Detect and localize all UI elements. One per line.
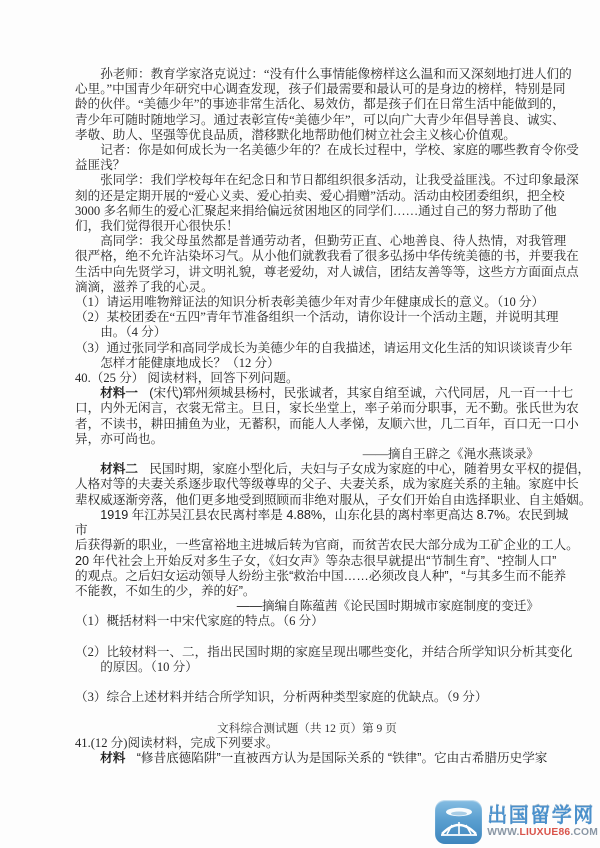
material-1-label: 材料一: [100, 386, 138, 401]
q40-material-1-source: ——摘自王辟之《渑水燕谈录》: [362, 447, 539, 462]
spacer: [75, 630, 539, 645]
q40-material-2-line: 市: [75, 523, 88, 538]
q40-subquestion-3: （3）综合上述材料并结合所学知识，分析两种类型家庭的优缺点。（9 分）: [75, 690, 488, 705]
q40-subquestion-2-cont: 的原因。（10 分）: [100, 659, 198, 674]
q40-heading: 40.（25 分） 阅读材料，回答下列问题。: [75, 371, 299, 386]
q39-subquestion-3: （3）通过张同学和高同学成长为美德少年的自我描述，请运用文化生活的知识谈谈青少年: [75, 340, 573, 355]
q39-dialogue-line: 张同学：我们学校每年在纪念日和节日都组织很多活动，让我受益匪浅。不过印象最深: [100, 173, 579, 188]
liuxue86-text: [487, 806, 598, 838]
material-label: 材料: [100, 751, 126, 766]
page-footer: 文科综合测试题（共 12 页）第 9 页: [217, 721, 397, 735]
material-2-text: 民国时期，家庭小型化后，夫妇与子女成为家庭的中心，随着男女平权的提倡，: [149, 462, 591, 477]
q40-material-2-line: 人格对等的夫妻关系逐步取代等级尊卑的父子、夫妻关系，成为家庭关系的主轴。家庭中长: [75, 477, 579, 492]
q41-material-line: [75, 751, 548, 766]
q40-material-1-line: 异，亦可尚也。: [75, 431, 164, 446]
q39-dialogue-line: 龄的伙伴。“美德少年”的事迹非常生活化、易效仿，都是孩子们在日常生活中能做到的，: [75, 97, 565, 112]
liuxue86-logo-icon: [435, 800, 482, 844]
q40-subquestion-1: （1）概括材料一中宋代家庭的特点。（6 分）: [75, 614, 324, 629]
q39-dialogue-line: 孙老师：教育学家洛克说过：“没有什么事情能像榜样这么温和而又深刻地打进人们的: [100, 67, 572, 81]
q39-dialogue-line: 高同学：我父母虽然都是普通劳动者，但勤劳正直、心地善良、待人热情，对我管理: [100, 234, 567, 249]
q41-heading: 41.(12 分)阅读材料，完成下列要求。: [75, 735, 279, 750]
q39-subquestion-1: （1）请运用唯物辩证法的知识分析表彰美德少年对青少年健康成长的意义。（10 分）: [75, 295, 545, 310]
material-text: “修昔底德陷阱”一直被西方认为是国际关系的 “铁律”。它由古希腊历史学家: [136, 751, 548, 766]
q40-material-2-line: 的观点。之后妇女运动领导人纷纷主张“救治中国……必须改良人种”，“与其多生而不能养: [75, 568, 567, 583]
q39-subquestion-2: （2）某校团委在“五四”青年节准备组织一个活动，请你设计一个活动主题，并说明其理: [75, 310, 559, 325]
q40-material-1-line: 者，不读书，耕田捕鱼为业，无蓄积，而能人人孝悌，友顺六世，几二百年，百口无一口小: [75, 416, 579, 431]
url-www: WWW.: [487, 826, 520, 838]
q39-dialogue-line: 心里。”中国青少年研究中心调查发现，孩子们最需要和最认可的是身边的榜样，特别是同: [75, 82, 566, 97]
q40-material-1-line: [75, 386, 574, 401]
q40-material-2-line: 后获得新的职业，一些富裕地主进城后转为官商，而贫苦农民大部分成为工矿企业的工人。: [75, 538, 579, 553]
liuxue86-watermark: [435, 800, 598, 844]
site-url: [487, 828, 598, 838]
q40-material-1-line: 口，内外无闲言，衣裳无常主。旦日，家长坐堂上，率子弟而分职事，无不勤。张氏世为农: [75, 401, 579, 416]
q40-material-2-line: 20 年代社会上开始反对多生子女，《妇女声》等杂志很早就提出“节制生育”、“控制人口”: [75, 553, 557, 568]
q39-dialogue-line: 们，我们觉得很开心很快乐！: [75, 219, 239, 234]
q40-material-2-line: [75, 462, 591, 477]
spacer: [75, 675, 539, 690]
q39-dialogue-line: 益匪浅？: [75, 158, 126, 173]
q39-dialogue-line: 青少年可随时随地学习。通过表彰宣传“美德少年”，可以向广大青少年倡导善良、诚实、: [75, 112, 565, 127]
q39-dialogue-line: 很严格，绝不允许沾染坏习气。从小他们就教我看了很多弘扬中华传统美德的书，并要我在: [75, 249, 579, 264]
q40-material-2-source: ——摘编自陈蕴茜《论民国时期城市家庭制度的变迁》: [236, 599, 539, 614]
q39-subquestion-3-cont: 怎样才能健康地成长？（12 分）: [100, 355, 280, 370]
q39-dialogue-line: 记者：你是如何成长为一名美德少年的？在成长过程中，学校、家庭的哪些教育令你受: [100, 143, 579, 158]
site-name: 出国留学网: [487, 804, 595, 827]
document-text: [75, 67, 592, 766]
q39-dialogue-line: 3000 多名师生的爱心汇聚起来捐给偏远贫困地区的同学们……通过自己的努力帮助了他: [75, 203, 557, 218]
q40-subquestion-2: （2）比较材料一、二，指出民国时期的家庭呈现出哪些变化，并结合所学知识分析其变化: [75, 644, 573, 659]
q39-dialogue-line: 刻的还是定期开展的“爱心义卖、爱心拍卖、爱心捐赠”活动。活动由校团委组织，把全校: [75, 188, 565, 203]
q39-subquestion-2-cont: 由。（4 分）: [100, 325, 167, 340]
q39-dialogue-line: 生活中向先贤学习，讲文明礼貌，尊老爱幼，对人诚信，团结友善等等，这些方方面面点点: [75, 264, 579, 279]
q40-material-2-line: 1919 年江苏吴江县农民离村率是 4.88%，山东化县的离村率更高达 8.7%。农民到城: [100, 507, 569, 522]
url-domain: LIUXUE86: [519, 826, 571, 838]
material-2-label: 材料二: [100, 462, 138, 477]
material-1-text: (宋代)郓州须城县杨村，民张诚者，其家自绾至诚，六代同居，凡一百一十七: [149, 386, 574, 401]
q40-material-2-line: 不能教，不如生的少，养的好”。: [75, 583, 256, 598]
url-tld: .COM: [570, 826, 598, 838]
q39-dialogue-line: 滴滴，滋养了我的心灵。: [75, 279, 214, 294]
spacer: [75, 706, 539, 721]
q39-dialogue-line: 孝敬、助人、坚强等优良品质，潜移默化地帮助他们树立社会主义核心价值观。: [75, 127, 516, 142]
q40-material-2-line: 辈权威逐渐旁落，他们更多地受到照顾而非绝对服从，子女们开始自由选择职业、自主婚姻。: [75, 492, 592, 507]
